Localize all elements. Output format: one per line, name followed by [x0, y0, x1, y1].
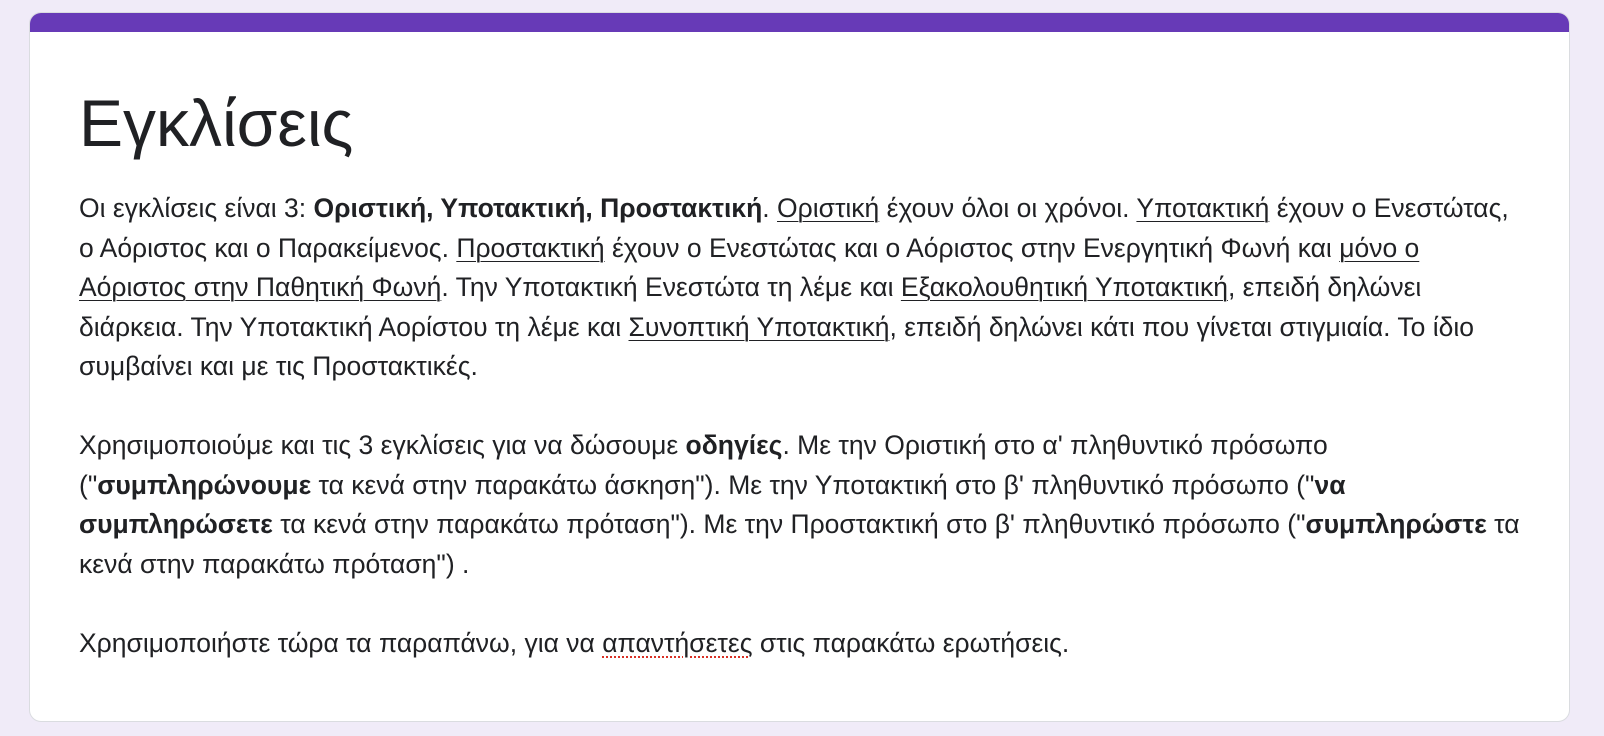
spellcheck-flagged-word[interactable]: απαντήσετες — [602, 627, 753, 658]
desc-bold-text: συμπληρώστε — [1305, 509, 1487, 539]
desc-text: έχουν ο Ενεστώτας, ο Αόριστος και ο Παρακείμενος. — [79, 193, 1509, 263]
desc-text: Οι εγκλίσεις είναι 3: — [79, 193, 314, 223]
card-body — [79, 83, 1529, 663]
desc-underlined-text: Προστακτική — [456, 232, 605, 263]
desc-underlined-text: Εξακολουθητική Υποτακτική — [900, 272, 1228, 302]
desc-underlined-text: Οριστική — [777, 193, 880, 223]
desc-text: τα κενά στην παρακάτω άσκηση"). Με την Υποτακτική στο β' πληθυντικό πρόσωπο (" — [311, 469, 1315, 500]
form-header-card — [29, 12, 1570, 722]
desc-text: Χρησιμοποιήστε τώρα τα παραπάνω, για να — [79, 627, 603, 658]
desc-text: Χρησιμοποιούμε και τις 3 εγκλίσεις για να δώσουμε — [79, 430, 686, 460]
form-description — [79, 189, 1529, 663]
desc-text: . Με την Οριστική στο α' πληθυντικό πρόσωπο (" — [79, 430, 1328, 500]
desc-underlined-text: Συνοπτική Υποτακτική — [628, 311, 890, 342]
desc-text: έχουν όλοι οι χρόνοι. — [879, 193, 1137, 223]
desc-bold-text: συμπληρώνουμε — [97, 469, 312, 500]
desc-text: . Την Υποτακτική Ενεστώτα τη λέμε και — [441, 272, 901, 302]
description-paragraph-3 — [79, 624, 1529, 664]
desc-text: , επειδή δηλώνει διάρκεια. Την Υποτακτική Αορίστου τη λέμε και — [79, 272, 1422, 342]
description-paragraph-2 — [79, 426, 1529, 584]
desc-text: τα κενά στην παρακάτω πρόταση"). Με την Προστακτική στο β' πληθυντικό πρόσωπο (" — [272, 509, 1306, 539]
desc-text: έχουν ο Ενεστώτας και ο Αόριστος στην Ενεργητική Φωνή και — [604, 232, 1340, 263]
card-accent-bar — [30, 13, 1569, 32]
description-paragraph-1 — [79, 189, 1529, 387]
desc-bold-text: Οριστική, Υποτακτική, Προστακτική — [313, 193, 763, 223]
desc-text: . — [762, 193, 778, 223]
desc-underlined-text: μόνο ο Αόριστος στην Παθητική Φωνή — [79, 232, 1420, 302]
desc-text: , επειδή δηλώνει κάτι που γίνεται στιγμιαία. Το ίδιο συμβαίνει και με τις Προστακτικές. — [79, 311, 1475, 381]
desc-text: τα κενά στην παρακάτω πρόταση") . — [79, 509, 1520, 579]
desc-bold-text: οδηγίες — [685, 430, 783, 460]
desc-bold-text: να συμπληρώσετε — [79, 469, 1346, 539]
desc-underlined-text: Υποτακτική — [1136, 193, 1270, 223]
desc-text: στις παρακάτω ερωτήσεις. — [752, 627, 1070, 658]
form-title: Εγκλίσεις — [79, 86, 354, 160]
